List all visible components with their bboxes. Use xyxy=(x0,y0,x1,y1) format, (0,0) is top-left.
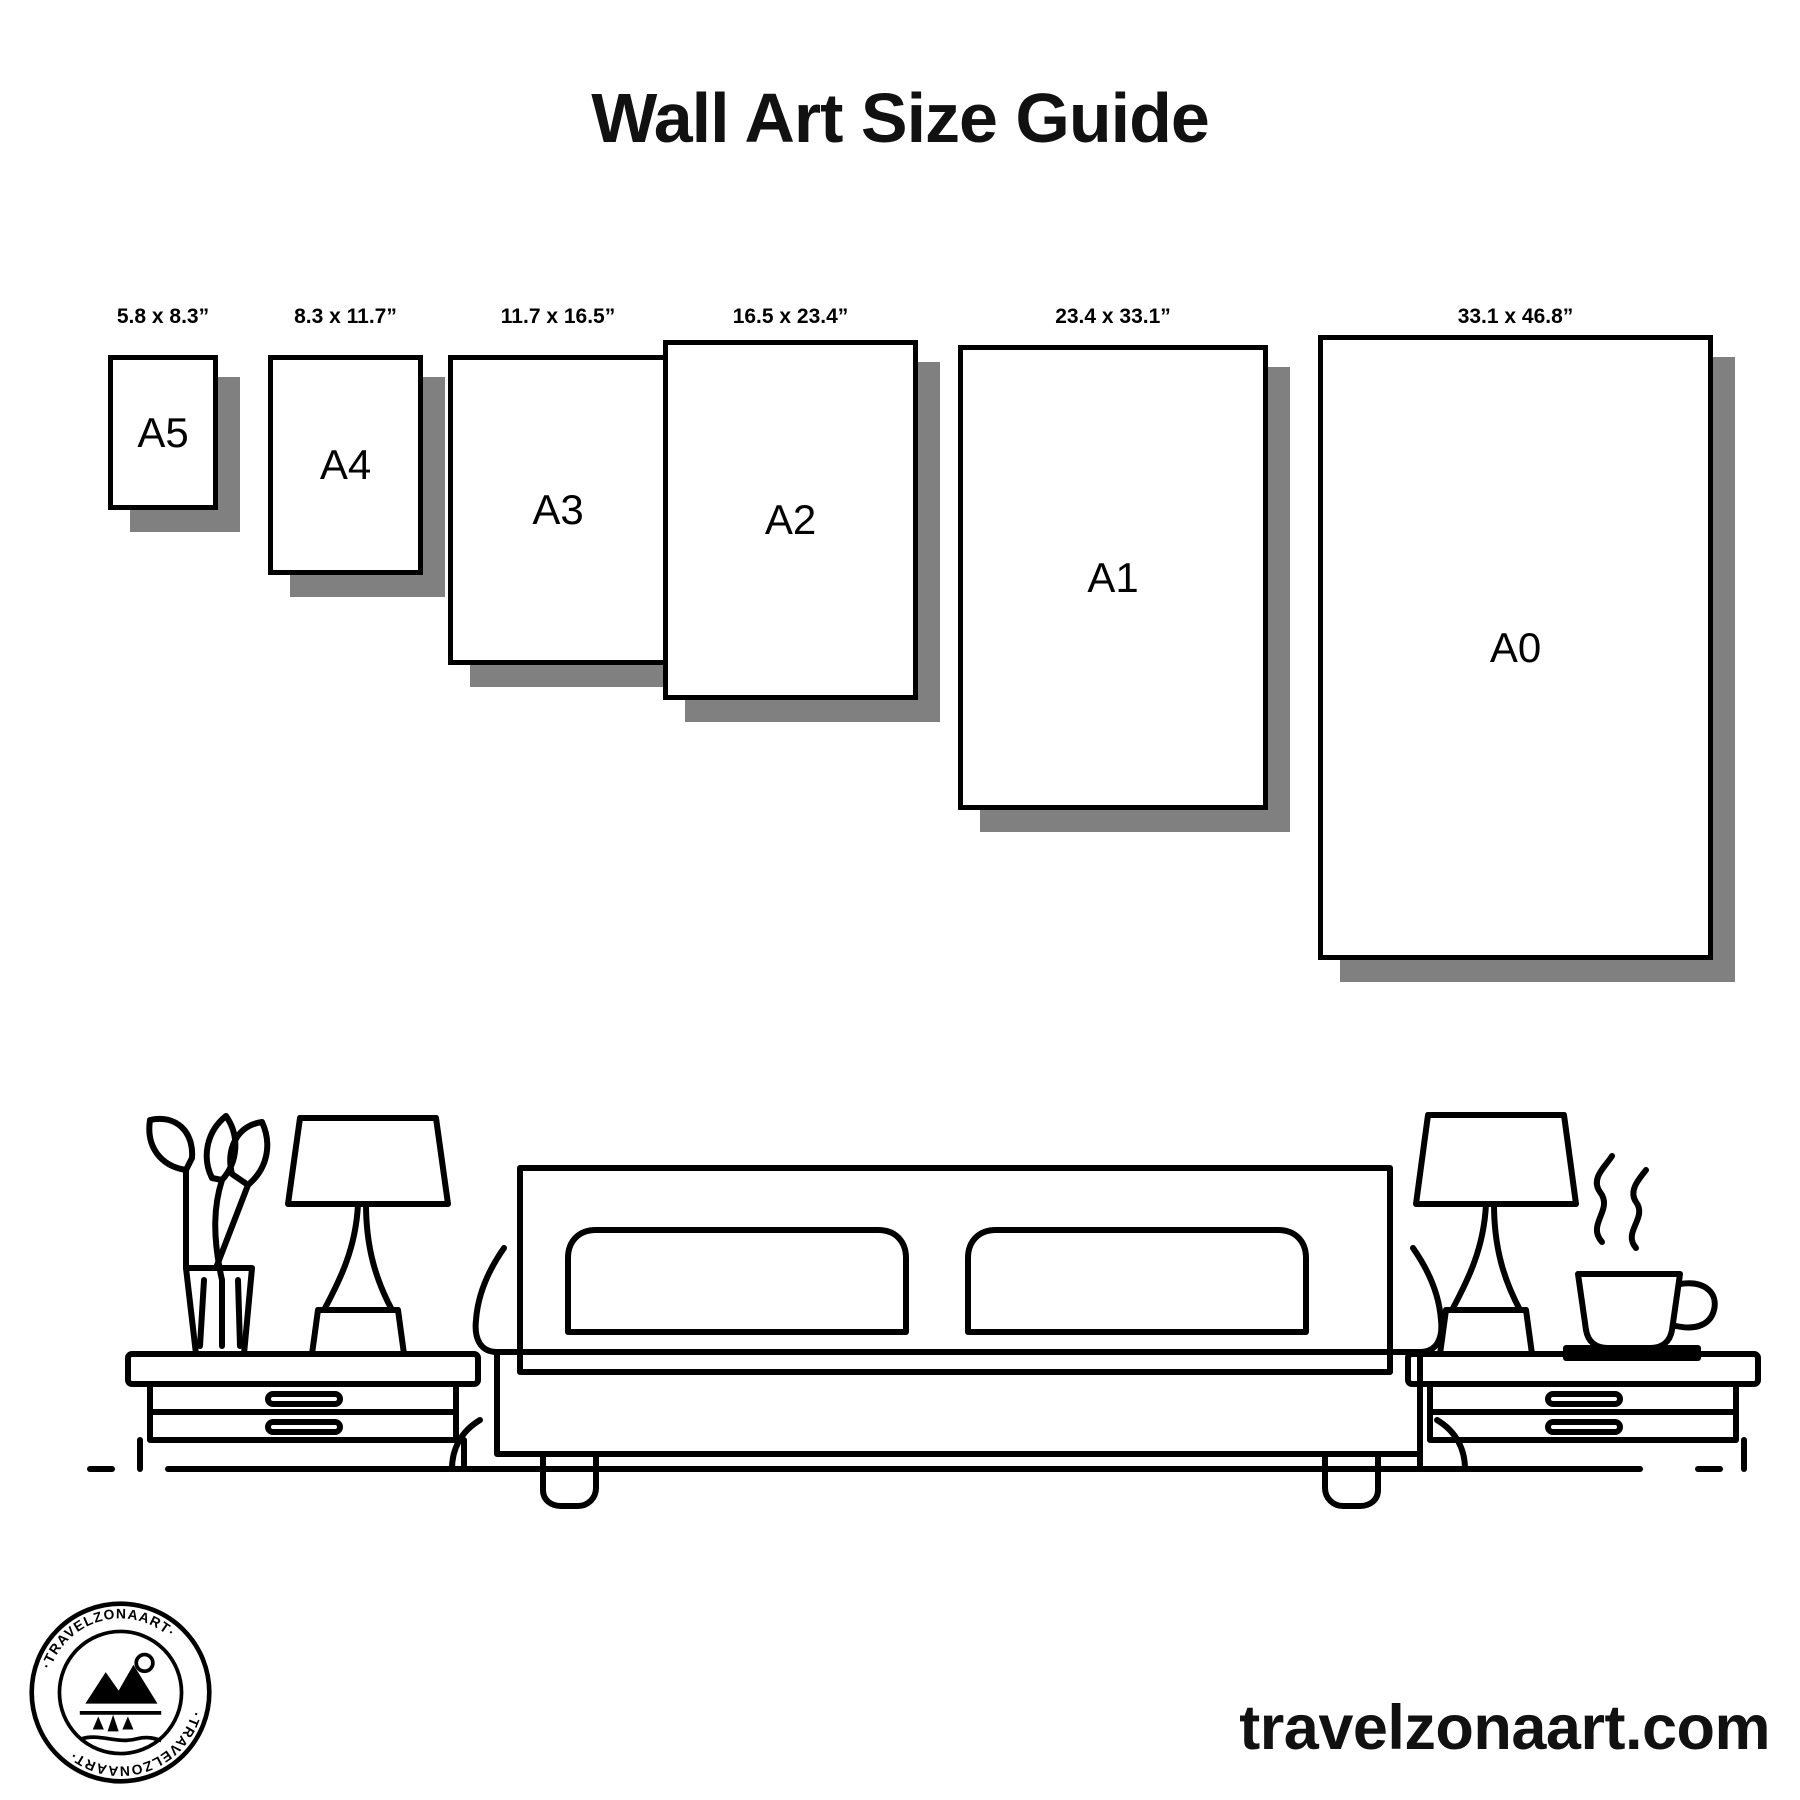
drawer-handle-bottom-right xyxy=(1548,1422,1620,1432)
frame-a4[interactable] xyxy=(268,355,423,575)
mattress xyxy=(497,1352,1420,1454)
nightstand-left xyxy=(128,1354,478,1469)
frame-dimensions-a5: 5.8 x 8.3” xyxy=(116,305,210,328)
bed-leg-right xyxy=(1325,1454,1378,1506)
frame-a2[interactable] xyxy=(663,340,918,700)
frame-a0[interactable] xyxy=(1318,335,1713,960)
frame-a1[interactable] xyxy=(958,345,1268,810)
plant-vase-icon xyxy=(149,1116,267,1354)
pillow-right xyxy=(968,1230,1306,1332)
frame-dimensions-a1: 23.4 x 33.1” xyxy=(1055,305,1171,328)
frame-label-a2: A2 xyxy=(764,496,817,543)
frame-label-a1: A1 xyxy=(1087,553,1139,601)
frame-label-a5: A5 xyxy=(137,408,189,456)
drawer-handle-top-right xyxy=(1548,1394,1620,1404)
logo-text-bottom: ·TRAVELZONAART· xyxy=(65,1709,205,1780)
bed-illustration xyxy=(452,1168,1465,1506)
frame-a5[interactable] xyxy=(108,355,218,510)
brand-logo xyxy=(28,1600,213,1785)
frame-dimensions-a2: 16.5 x 23.4” xyxy=(732,305,849,328)
pillow-left xyxy=(568,1230,906,1332)
drawer-handle-bottom-left xyxy=(268,1422,340,1432)
bedroom-illustration xyxy=(0,980,1800,1560)
frame-dimensions-a4: 8.3 x 11.7” xyxy=(294,305,397,328)
website-url: travelzonaart.com xyxy=(1239,1693,1770,1763)
frame-label-a0: A0 xyxy=(1489,623,1542,671)
frame-dimensions-a0: 33.1 x 46.8” xyxy=(1457,305,1574,328)
bed-leg-left xyxy=(543,1454,596,1506)
logo-emblem xyxy=(63,1635,178,1750)
coffee-cup-icon xyxy=(1566,1156,1715,1358)
drawer-handle-top-left xyxy=(268,1394,340,1404)
page-title: Wall Art Size Guide xyxy=(591,79,1209,157)
frame-dimensions-a3: 11.7 x 16.5” xyxy=(500,305,616,328)
frame-a3[interactable] xyxy=(448,355,668,665)
frame-label-a4: A4 xyxy=(319,441,372,488)
frame-label-a3: A3 xyxy=(532,486,584,533)
table-lamp-left xyxy=(288,1118,448,1354)
logo-text-top: ·TRAVELZONAART· xyxy=(37,1605,180,1671)
